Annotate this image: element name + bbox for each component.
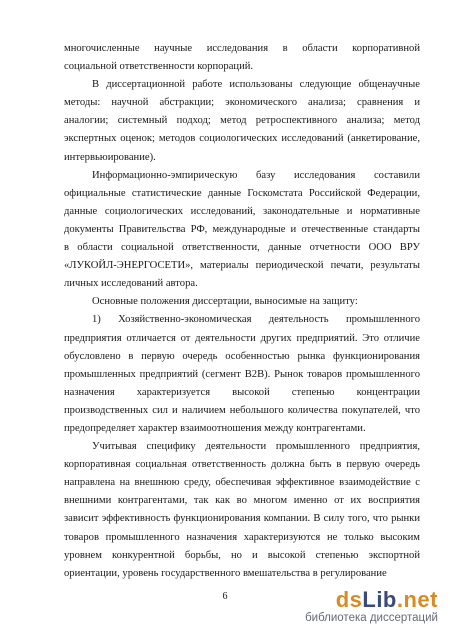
paragraph: [64, 438, 420, 583]
text-line: документы Правительства РФ, международные и отечественные стандарты: [64, 223, 420, 235]
text-line: корпоративная социальная ответственность должна быть в первую очередь: [64, 459, 420, 471]
watermark-logo-ds: ds: [335, 587, 363, 612]
text-line: интервьюирование).: [64, 151, 156, 163]
watermark-logo-lib: Lib: [362, 587, 397, 612]
text-line: предопределяет характер взаимоотношения между контрагентами.: [64, 422, 366, 434]
paragraph: [64, 40, 420, 76]
dslib-watermark: [292, 587, 442, 631]
text-line: предприятия отличается от деятельности других предприятий. Это отличие: [64, 332, 420, 344]
page-number: 6: [222, 591, 228, 602]
text-line: обусловлено в первую очередь особенностью рынка функционирования: [64, 350, 420, 362]
text-line: экспертных оценок; методов социологических исследований (анкетирование,: [64, 133, 420, 145]
text-line: назначения характеризуется высокой степенью концентрации: [64, 386, 420, 398]
text-line: методы: научной абстракции; экономического анализа; сравнения и: [64, 97, 420, 109]
text-line: 1) Хозяйственно-экономическая деятельность промышленного: [92, 314, 420, 326]
paragraph: [64, 76, 420, 166]
text-line: Информационно-эмпирическую базу исследования составили: [92, 169, 420, 181]
paragraph: [64, 167, 420, 294]
text-line: аналогии; системный подход; метод ретроспективного анализа; метод: [64, 115, 420, 127]
text-line: многочисленные научные исследования в области корпоративной: [64, 43, 420, 54]
text-line: направлена на внешнюю среду, обеспечивая эффективное взаимодействие с: [64, 477, 420, 489]
text-line: В диссертационной работе использованы следующие общенаучные: [92, 79, 420, 91]
body-text: [64, 40, 420, 583]
text-line: Основные положения диссертации, выносимые на защиту:: [92, 296, 358, 308]
text-line: «ЛУКОЙЛ-ЭНЕРГОСЕТИ», материалы периодической печати, результаты: [64, 260, 420, 272]
text-line: зависит эффективность функционирования компании. В силу того, что рынки: [64, 513, 420, 525]
text-line: товаров промышленного назначения характеризуются не только высоким: [64, 531, 420, 543]
text-line: личных исследований автора.: [64, 278, 198, 290]
text-line: промышленных предприятий (сегмент B2B). Рынок товаров промышленного: [64, 368, 420, 380]
watermark-logo: [336, 587, 438, 613]
paragraph: [64, 293, 420, 311]
text-line: данные социологических исследований, законодательные и нормативные: [64, 205, 420, 217]
text-line: социальной ответственности корпораций.: [64, 61, 254, 73]
text-line: ориентации, уровень государственного вмешательства в регулирование: [64, 567, 387, 579]
text-line: производственных сил и наличием небольшого количества покупателей, что: [64, 404, 420, 416]
text-line: Учитывая специфику деятельности промышленного предприятия,: [92, 441, 420, 453]
watermark-subtitle: библиотека диссертаций: [305, 612, 438, 624]
paragraph: [64, 311, 420, 438]
text-line: официальные статистические данные Госкомстата Российской Федерации,: [64, 187, 420, 199]
text-line: внешними контрагентами, так как во многом именно от их восприятия: [64, 495, 420, 507]
watermark-logo-net: .net: [396, 587, 438, 612]
text-line: в области социальной ответственности, данные отчетности ООО ВРУ: [64, 242, 420, 254]
text-line: уровнем конкурентной борьбы, но и высокой степенью экспортной: [64, 549, 420, 561]
